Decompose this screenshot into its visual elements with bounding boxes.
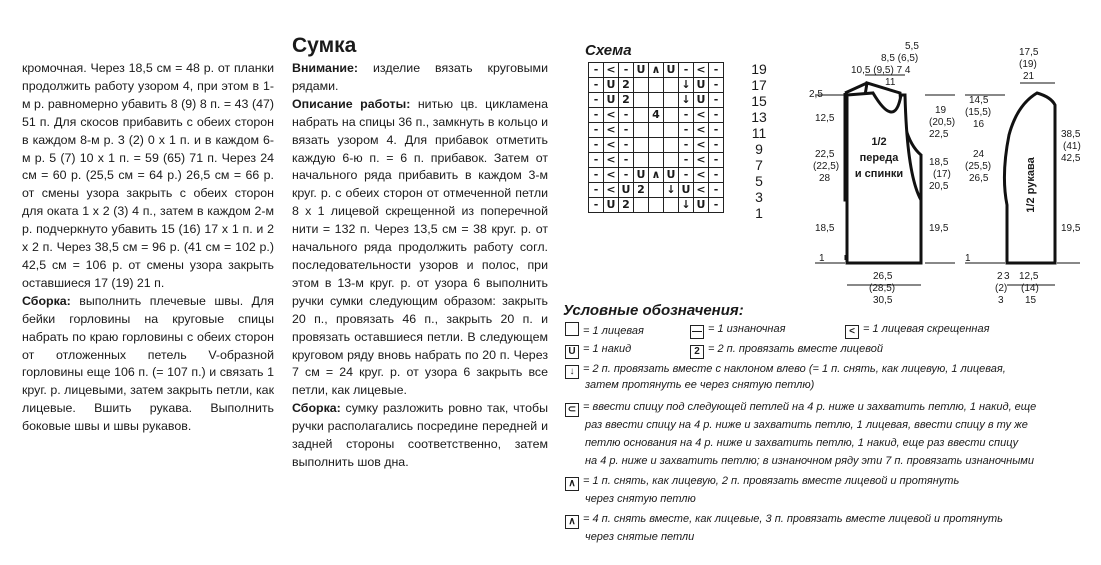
chart-cell: ∧ (649, 63, 664, 78)
four-to-one-symbol-icon: ∧ (565, 515, 579, 529)
s-dim-1: 1 (965, 253, 971, 264)
s-dim-2b: (2) (995, 283, 1008, 294)
dim-1: 1 (819, 253, 825, 264)
legend-4to1-cont: через снятые петли (585, 531, 695, 543)
column-left (22, 60, 274, 436)
chart-row (589, 123, 724, 138)
chart-cell: < (604, 138, 619, 153)
chart-row (589, 63, 724, 78)
dim-20-5b: 20,5 (929, 181, 949, 192)
chart-cell: < (694, 123, 709, 138)
chart-cell: - (679, 123, 694, 138)
chart-cell (649, 138, 664, 153)
chart-cell: - (619, 108, 634, 123)
chart-cell: - (589, 138, 604, 153)
dim-top-1: 5,5 (905, 41, 919, 52)
chart-cell: < (604, 123, 619, 138)
chart-cell: - (589, 93, 604, 108)
bag-assembly-text: сумку разложить ровно так, чтобы ручки располагались посредине передней и задней стороны соответственно, затем выполнить шов дна. (292, 401, 548, 469)
chart-cell: < (694, 168, 709, 183)
legend-purl: — = 1 изнаночная (692, 323, 786, 337)
bag-assembly-label: Сборка: (292, 401, 341, 416)
chart-cell (634, 93, 649, 108)
dim-30-5: 30,5 (873, 295, 893, 305)
chart-cell: < (694, 108, 709, 123)
legend-knit: = 1 лицевая (565, 322, 644, 338)
chart-row-number: 13 (751, 109, 767, 125)
chart-cell: ↓ (679, 93, 694, 108)
s-dim-16: 16 (973, 119, 985, 130)
dim-20-5: (20,5) (929, 117, 956, 128)
description-text: нитью цв. цикламена набрать на спицы 36 п., замкнуть в кольцо и вязать узором 4. Для прибавок отметить каждую 6-ю п. = 6 п. прибавок. Затем от начального ряда прибавить в каждом 3-м круг. р. с обеих сторон от отмеченной петли 8 х 1 лицевой скрещенной из поперечной нити = 132 п. Через 13,5 см = 38 круг. р. от начального ряда продолжить работу согл. последовательности узоров и полос, при этом в 13-м круг. р. от узора 6 выполнить ручки сумки следующим образом: закрыть 20 п., провязать 46 п., закрыть 20 п. и провязать оставшиеся петли. В следующем круговом ряду вновь набрать по 20 п. Через 7 см = 24 круг. р. от узора 6 закрыть все петли, как лицевые. (292, 96, 548, 398)
chart-row-number: 17 (751, 77, 767, 93)
chart-cell: U (679, 183, 694, 198)
chart-cell: 2 (619, 93, 634, 108)
body-label-1: 1/2 (871, 136, 887, 148)
chart-row (589, 93, 724, 108)
chart-cell (649, 183, 664, 198)
chart-cell (634, 198, 649, 213)
chart-cell: < (694, 63, 709, 78)
chart-cell: 4 (649, 108, 664, 123)
chart-cell: ↓ (664, 183, 679, 198)
chart-cell: < (604, 63, 619, 78)
chart-cell: - (619, 63, 634, 78)
dim-19-5: 19,5 (929, 223, 949, 234)
chart-cell: < (604, 108, 619, 123)
chart-cell: - (619, 123, 634, 138)
chart-cell: - (589, 183, 604, 198)
chart-cell (664, 198, 679, 213)
chart-row-number: 19 (751, 61, 767, 77)
stitch-chart (588, 62, 724, 213)
sleeve-label: 1/2 рукава (1025, 157, 1037, 213)
bag-title: Сумка (292, 34, 357, 57)
legend-loop-cont3: на 4 р. ниже и захватить петлю; в изнаночном ряду эти 7 п. провязать изнаночными (585, 455, 1034, 467)
s-dim-38-5: 38,5 (1061, 129, 1081, 140)
legend-sk2p-cont: через снятую петлю (585, 493, 696, 505)
s-dim-41: (41) (1063, 141, 1081, 152)
chart-row (589, 138, 724, 153)
twisted-symbol-icon: < (845, 325, 859, 339)
description-label: Описание работы: (292, 96, 411, 111)
chart-row (589, 78, 724, 93)
chart-cell (664, 123, 679, 138)
dim-22-5b: (22,5) (813, 161, 840, 172)
dim-19: 19 (935, 105, 947, 116)
chart-cell: < (604, 168, 619, 183)
chart-cell: U (604, 93, 619, 108)
knit-symbol-icon (565, 322, 579, 336)
chart-cell (664, 138, 679, 153)
chart-row (589, 198, 724, 213)
chart-cell: U (619, 183, 634, 198)
chart-cell: 2 (634, 183, 649, 198)
legend-ssk-cont: затем протянуть ее через снятую петлю) (585, 379, 815, 391)
body-label-3: и спинки (854, 168, 904, 180)
chart-cell (664, 153, 679, 168)
assembly-text: выполнить плечевые швы. Для бейки горловины на круговые спицы набрать по краю горловины с обеих сторон от отложенных петель V-образной горловины еще 106 п. (= 107 п.) и связать 1 круг. р. лицевыми, затем закрыть петли, как лицевые. Вшить рукава. Выполнить боковые швы и швы рукавов. (22, 293, 274, 434)
chart-cell: U (694, 78, 709, 93)
chart-cell: - (589, 78, 604, 93)
s-dim-12-5: 12,5 (1019, 271, 1039, 282)
chart-cell: - (679, 63, 694, 78)
loop-symbol-icon: ⊂ (565, 403, 579, 417)
chart-cell (634, 78, 649, 93)
s-dim-21: 21 (1023, 71, 1035, 82)
chart-cell (664, 93, 679, 108)
chart-row (589, 153, 724, 168)
chart-cell: - (709, 138, 724, 153)
chart-cell: - (589, 153, 604, 168)
legend-twisted: < = 1 лицевая скрещенная (845, 322, 989, 339)
chart-cell: - (589, 63, 604, 78)
dim-28-5: (28,5) (869, 283, 896, 294)
chart-cell: - (589, 123, 604, 138)
dim-2-5: 2,5 (809, 89, 823, 100)
chart-row-number: 5 (755, 173, 763, 189)
s-dim-3b: 3 (998, 295, 1004, 305)
legend-k2tog: 2 = 2 п. провязать вместе лицевой (690, 342, 883, 359)
chart-cell: - (589, 168, 604, 183)
chart-row-number: 3 (755, 189, 763, 205)
dim-18-5: 18,5 (815, 223, 835, 234)
legend-loop: ⊂ = ввести спицу под следующей петлей на 4 р. ниже и захватить петлю, 1 накид, еще (565, 400, 1036, 417)
purl-symbol-icon: — (692, 326, 702, 337)
dim-22-5: 22,5 (815, 149, 835, 160)
legend-loop-cont2: петлю основания на 4 р. ниже и захватить петлю, 1 накид, еще раз ввести спицу (585, 437, 1019, 449)
chart-cell: - (709, 93, 724, 108)
chart-cell: - (709, 153, 724, 168)
chart-cell: - (709, 78, 724, 93)
s-dim-19-5: 19,5 (1061, 223, 1081, 234)
chart-cell: - (709, 123, 724, 138)
chart-cell: - (709, 183, 724, 198)
chart-cell (649, 78, 664, 93)
chart-cell: U (604, 78, 619, 93)
chart-cell (664, 108, 679, 123)
legend-4to1: ∧ = 4 п. снять вместе, как лицевые, 3 п. провязать вместе лицевой и протянуть (565, 512, 1003, 529)
dim-top-4: 11 (885, 77, 896, 88)
dim-top-2: 8,5 (6,5) (881, 53, 919, 64)
chart-cell: < (694, 138, 709, 153)
k2tog-symbol-icon: 2 (690, 345, 704, 359)
chart-cell: < (694, 153, 709, 168)
legend-ssk: ↓ = 2 п. провязать вместе с наклоном влево (= 1 п. снять, как лицевую, 1 лицевая, (565, 362, 1006, 379)
chart-cell: - (589, 198, 604, 213)
chart-cell: ↓ (679, 78, 694, 93)
dim-22-5c: 22,5 (929, 129, 949, 140)
ssk-symbol-icon: ↓ (565, 365, 579, 379)
s-dim-15: 15 (1025, 295, 1037, 305)
legend-title: Условные обозначения: (563, 302, 744, 319)
dim-26-5: 26,5 (873, 271, 893, 282)
chart-cell (649, 123, 664, 138)
chart-cell (664, 78, 679, 93)
s-dim-19: (19) (1019, 59, 1037, 70)
chart-cell: < (604, 153, 619, 168)
s-dim-2: 2 (997, 271, 1003, 282)
chart-cell: - (709, 168, 724, 183)
s-dim-3: 3 (1004, 271, 1010, 282)
s-dim-24: 24 (973, 149, 985, 160)
chart-cell: < (694, 183, 709, 198)
chart-cell: - (679, 153, 694, 168)
chart-cell: U (694, 93, 709, 108)
chart-cell: 2 (619, 198, 634, 213)
column-bag (292, 60, 548, 472)
chart-cell: U (664, 63, 679, 78)
chart-row (589, 108, 724, 123)
attention-label: Внимание: (292, 61, 359, 75)
chart-cell (634, 123, 649, 138)
chart-cell (649, 93, 664, 108)
s-dim-14-5: 14,5 (969, 95, 989, 106)
chart-row-number: 1 (755, 205, 763, 221)
chart-cell: 2 (619, 78, 634, 93)
chart-row-number: 7 (755, 157, 763, 173)
scheme-title: Схема (585, 42, 632, 59)
dim-18-5b: 18,5 (929, 157, 949, 168)
chart-cell: < (604, 183, 619, 198)
s-dim-42-5: 42,5 (1061, 153, 1081, 164)
dim-12-5: 12,5 (815, 113, 835, 124)
dim-top-3: 10,5 (9,5) 7 4 (851, 65, 911, 76)
chart-cell: U (604, 198, 619, 213)
chart-cell (649, 153, 664, 168)
chart-cell: ↓ (679, 198, 694, 213)
attention-text: изделие вязать круговыми рядами. (292, 61, 548, 93)
sleeve-text: кромочная. Через 18,5 см = 48 р. от планки продолжить работу узором 4, при этом в 1-м р. равномерно убавить 8 (9) 8 п. = 43 (47) 51 п. Для скосов прибавить с обеих сторон в каждом 8-м р. 3 (2) 0 х 1 п. и в каждом 6-м р. 5 (7) 10 х 1 п. = 59 (65) 71 п. Через 24 см = 60 р. (25,5 см = 64 р.) 26,5 см = 66 р. от смены узора закрыть с обеих сторон для оката 1 х 2 (3) 4 п., затем в каждом 2-м р. подчеркнуто убавить 15 (16) 17 х 1 п. и 2 х 2 п. Через 38,5 см = 96 р. (41 см = 102 р.) 42,5 см = 106 р. от смены узора закрыть оставшиеся 17 (19) 21 п. (22, 61, 274, 290)
chart-cell: - (619, 153, 634, 168)
chart-cell: U (694, 198, 709, 213)
chart-cell: - (589, 108, 604, 123)
s-dim-14: (14) (1021, 283, 1039, 294)
chart-row (589, 168, 724, 183)
chart-cell: U (664, 168, 679, 183)
chart-cell: U (634, 168, 649, 183)
legend-sk2p: ∧ = 1 п. снять, как лицевую, 2 п. провязать вместе лицевой и протянуть (565, 474, 959, 491)
legend-loop-cont1: раз ввести спицу на 4 р. ниже и захватить петлю, 1 лицевая, ввести спицу в ту же (585, 419, 1028, 431)
body-label-2: переда (859, 152, 899, 164)
chart-row-number: 11 (751, 125, 767, 141)
chart-cell: - (619, 138, 634, 153)
chart-cell: - (709, 63, 724, 78)
assembly-label: Сборка: (22, 293, 71, 308)
legend-yarnover: U = 1 накид (565, 342, 631, 359)
chart-cell: - (679, 168, 694, 183)
chart-cell: - (619, 168, 634, 183)
chart-cell: - (679, 138, 694, 153)
chart-row-number: 9 (755, 141, 763, 157)
chart-cell: U (634, 63, 649, 78)
chart-cell: - (709, 108, 724, 123)
s-dim-17-5: 17,5 (1019, 47, 1039, 58)
sk2p-symbol-icon: ∧ (565, 477, 579, 491)
dim-28: 28 (819, 173, 831, 184)
chart-cell: - (679, 108, 694, 123)
s-dim-26-5: 26,5 (969, 173, 989, 184)
chart-row (589, 183, 724, 198)
chart-grid (588, 62, 724, 213)
garment-schematic (805, 35, 1095, 305)
chart-row-number: 15 (751, 93, 767, 109)
chart-cell: ∧ (649, 168, 664, 183)
s-dim-25-5: (25,5) (965, 161, 992, 172)
chart-cell (634, 138, 649, 153)
chart-cell (649, 198, 664, 213)
yarnover-symbol-icon: U (565, 345, 579, 359)
chart-cell: - (709, 198, 724, 213)
chart-cell (634, 153, 649, 168)
s-dim-15-5: (15,5) (965, 107, 992, 118)
chart-cell (634, 108, 649, 123)
dim-17: (17) (933, 169, 951, 180)
